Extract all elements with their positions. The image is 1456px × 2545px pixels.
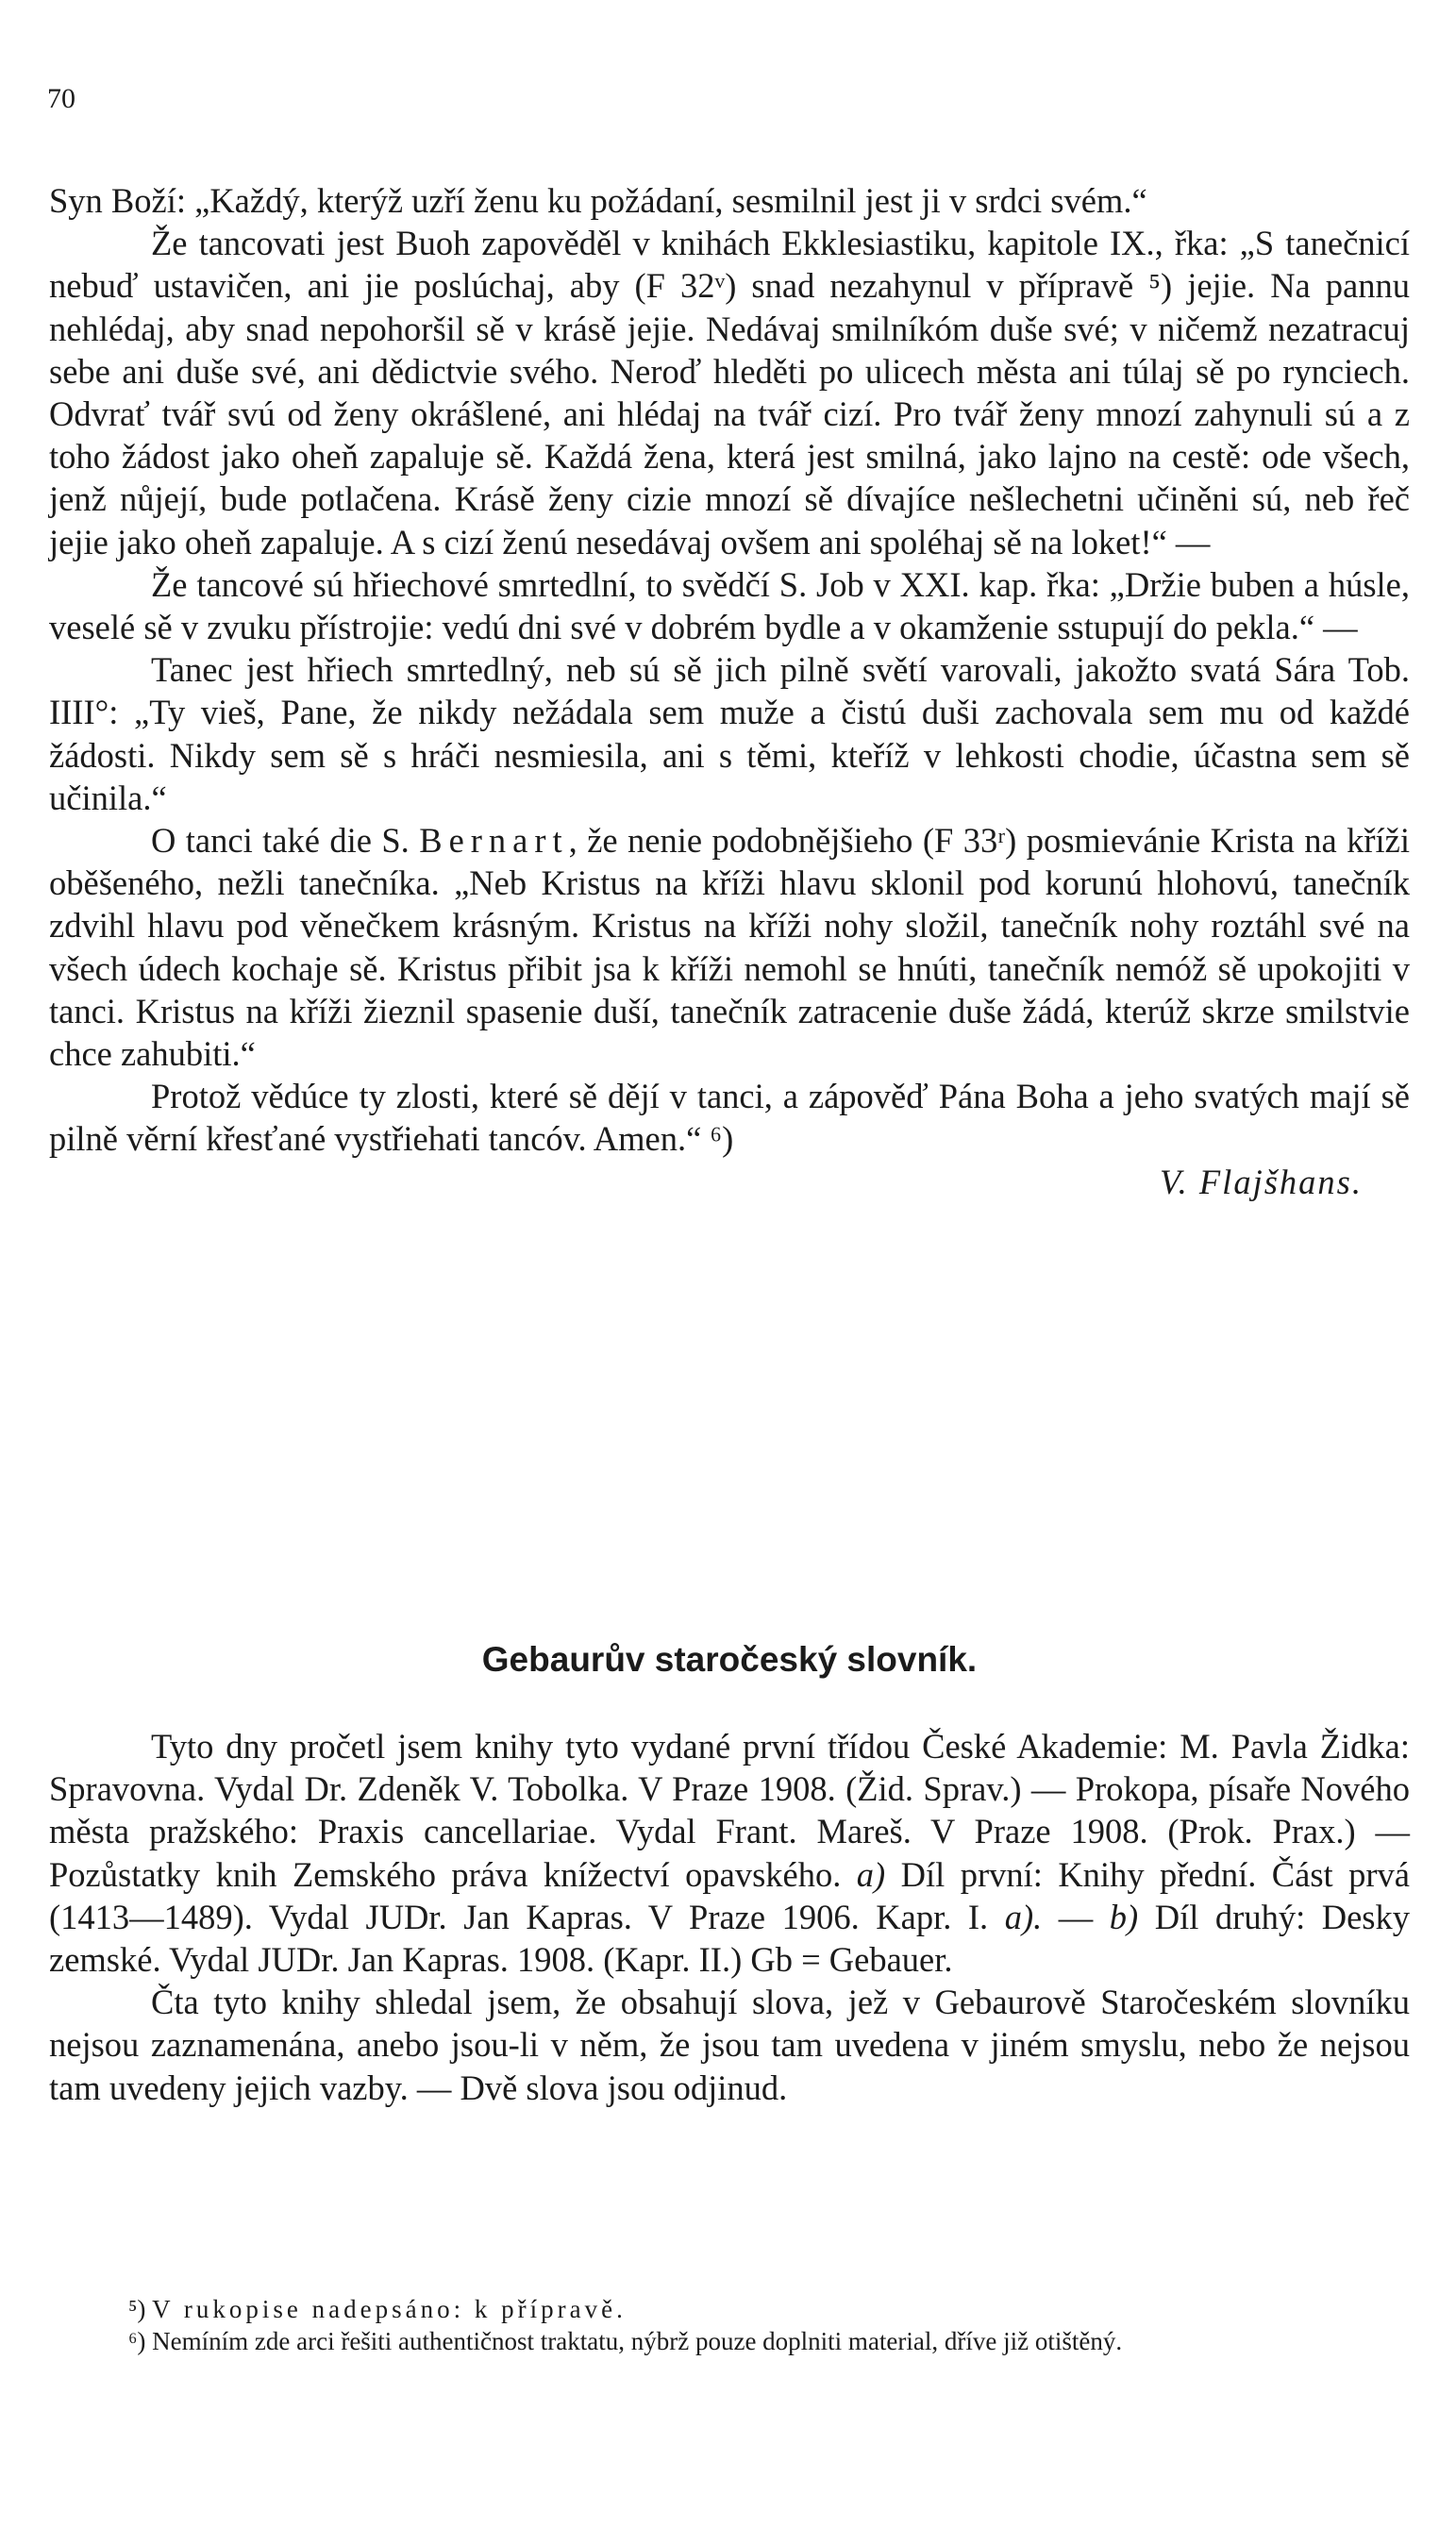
paragraph — [49, 1725, 1410, 1981]
paragraph-text: Tyto dny pročetl jsem knihy tyto vydané první třídou České Akademie: M. Pavla Židka: Spravovna. Vydal Dr. Zdeněk V. Tobolka. V Praze 1908. (Žid. Sprav.) — Prokopa, písaře Nového města pražského: Praxis cancellariae. Vydal Frant. Mareš. V Praze 1908. (Prok. Prax.) — Pozůstatky knih Zemského práva knížectví opavského. — [49, 1727, 1410, 1894]
footnote-text: Nemíním zde arci řešiti authentičnost traktatu, nýbrž pouze doplniti material, dříve již otištěný. — [152, 2327, 1123, 2355]
paragraph: Že tancovati jest Buoh zapověděl v knihách Ekklesiastiku, kapitole IX., řka: „S tanečnicí nebuď ustavičen, ani jie poslúchaj, aby (F 32ᵛ) snad nezahynul v přípravě ⁵) jejie. Na pannu nehlédaj, aby snad nepohoršil sě v krásě jejie. Nedávaj smilníkóm duše své; v ničemž nezatracuj sebe ani duše své, ani dědictvie svého. Neroď hleděti po ulicech města ani túlaj sě po rynciech. Odvrať tvář svú od ženy okrášlené, ani hlédaj na tvář cizí. Pro tvář ženy mnozí zahynuli sú a z toho žádost jako oheň zapaluje sě. Každá žena, která jest smilná, jako lajno na cestě: ode všech, jenž nůjejí, bude potlačena. Krásě ženy cizie mnozí sě dívajíce nešlechetni učiněni sú, neb řeč jejie jako oheň zapaluje. A s cizí ženú nesedávaj ovšem ani spoléhaj sě na loket!“ — — [49, 224, 1410, 561]
paragraph-text: , že nenie podobnějšieho (F 33ʳ) posmievánie Krista na kříži oběšeného, nežli tanečníka. „Neb Kristus na kříži hlavu sklonil pod korunú hlohovú, tanečník zdvihl hlavu pod věnečkem krásným. Kristus na kříži nohy složil, tanečník nohy roztáhl své na všech údech kochaje sě. Kristus přibit jsa k kříži nemohl se hnúti, tanečník nemóž sě upokojiti v tanci. Kristus na kříži žieznil spasenie duší, tanečník zatracenie duše žádá, kterúž skrze smilstvie chce zahubiti.“ — [49, 821, 1410, 1074]
paragraph — [49, 819, 1410, 1075]
footnote — [49, 2293, 1410, 2325]
paragraph: Čta tyto knihy shledal jsem, že obsahují slova, jež v Gebaurově Staročeském slovníku nejsou zaznamenána, anebo jsou-li v něm, že jsou tam uvedena v jiném smyslu, nebo že nejsou tam uvedeny jejich vazby. — Dvě slova jsou odjinud. — [49, 1983, 1410, 2107]
page-number: 70 — [47, 83, 75, 114]
italic-mark: a) — [856, 1854, 886, 1894]
footnote — [49, 2325, 1410, 2357]
paragraph-text: — — [1042, 1897, 1110, 1936]
italic-mark: a). — [1004, 1897, 1043, 1936]
paragraph: Protož vědúce ty zlosti, které sě dějí v tanci, a zápověď Pána Boha a jeho svatých mají sě pilně věrní křesťané vystřiehati tancóv. Amen.“ ⁶) — [49, 1077, 1410, 1159]
article-text — [49, 179, 1410, 1203]
signature: V. Flajšhans. — [1160, 1162, 1363, 1201]
author-name-spaced: Bernart — [419, 821, 569, 861]
paragraph-text: O tanci také die S. — [151, 821, 420, 861]
footnote-text: V rukopise nadepsáno: k přípravě. — [152, 2295, 627, 2323]
italic-mark: b) — [1109, 1897, 1139, 1936]
section-text — [49, 1725, 1410, 2109]
footnotes — [49, 2293, 1410, 2357]
footnote-mark: ⁵) — [128, 2295, 146, 2323]
paragraph: Že tancové sú hřiechové smrtedlní, to svědčí S. Job v XXI. kap. řka: „Držie buben a húsle, veselé sě v zvuku přístrojie: vedú dni své v dobrém bydle a v okamženie sstupují do pekla.“ — — [49, 564, 1410, 647]
footnote-mark: ⁶) — [128, 2327, 146, 2355]
paragraph: Syn Boží: „Každý, kterýž uzří ženu ku požádaní, sesmilnil jest ji v srdci svém.“ — [49, 181, 1147, 220]
section-heading: Gebaurův staročeský slovník. — [481, 1640, 978, 1679]
paragraph-text: Díl druhý: Desky zemské. Vydal JUDr. Jan Kapras. 1908. (Kapr. II.) Gb = Gebauer. — [49, 1897, 1411, 1980]
paragraph: Tanec jest hřiech smrtedlný, neb sú sě jich pilně světí varovali, jakožto svatá Sára Tob. IIII°: „Ty vieš, Pane, že nikdy nežádala sem muže a čistú duši zachovala sem mu od každé žádosti. Nikdy sem sě s hráči nesmiesila, ani s těmi, kteříž v lehkosti chodie, účastna sem sě učinila.“ — [49, 650, 1410, 817]
paragraph-text: Díl první: Knihy přední. Část prvá (1413—1489). Vydal JUDr. Jan Kapras. V Praze 1906. Kapr. I. — [49, 1854, 1410, 1936]
